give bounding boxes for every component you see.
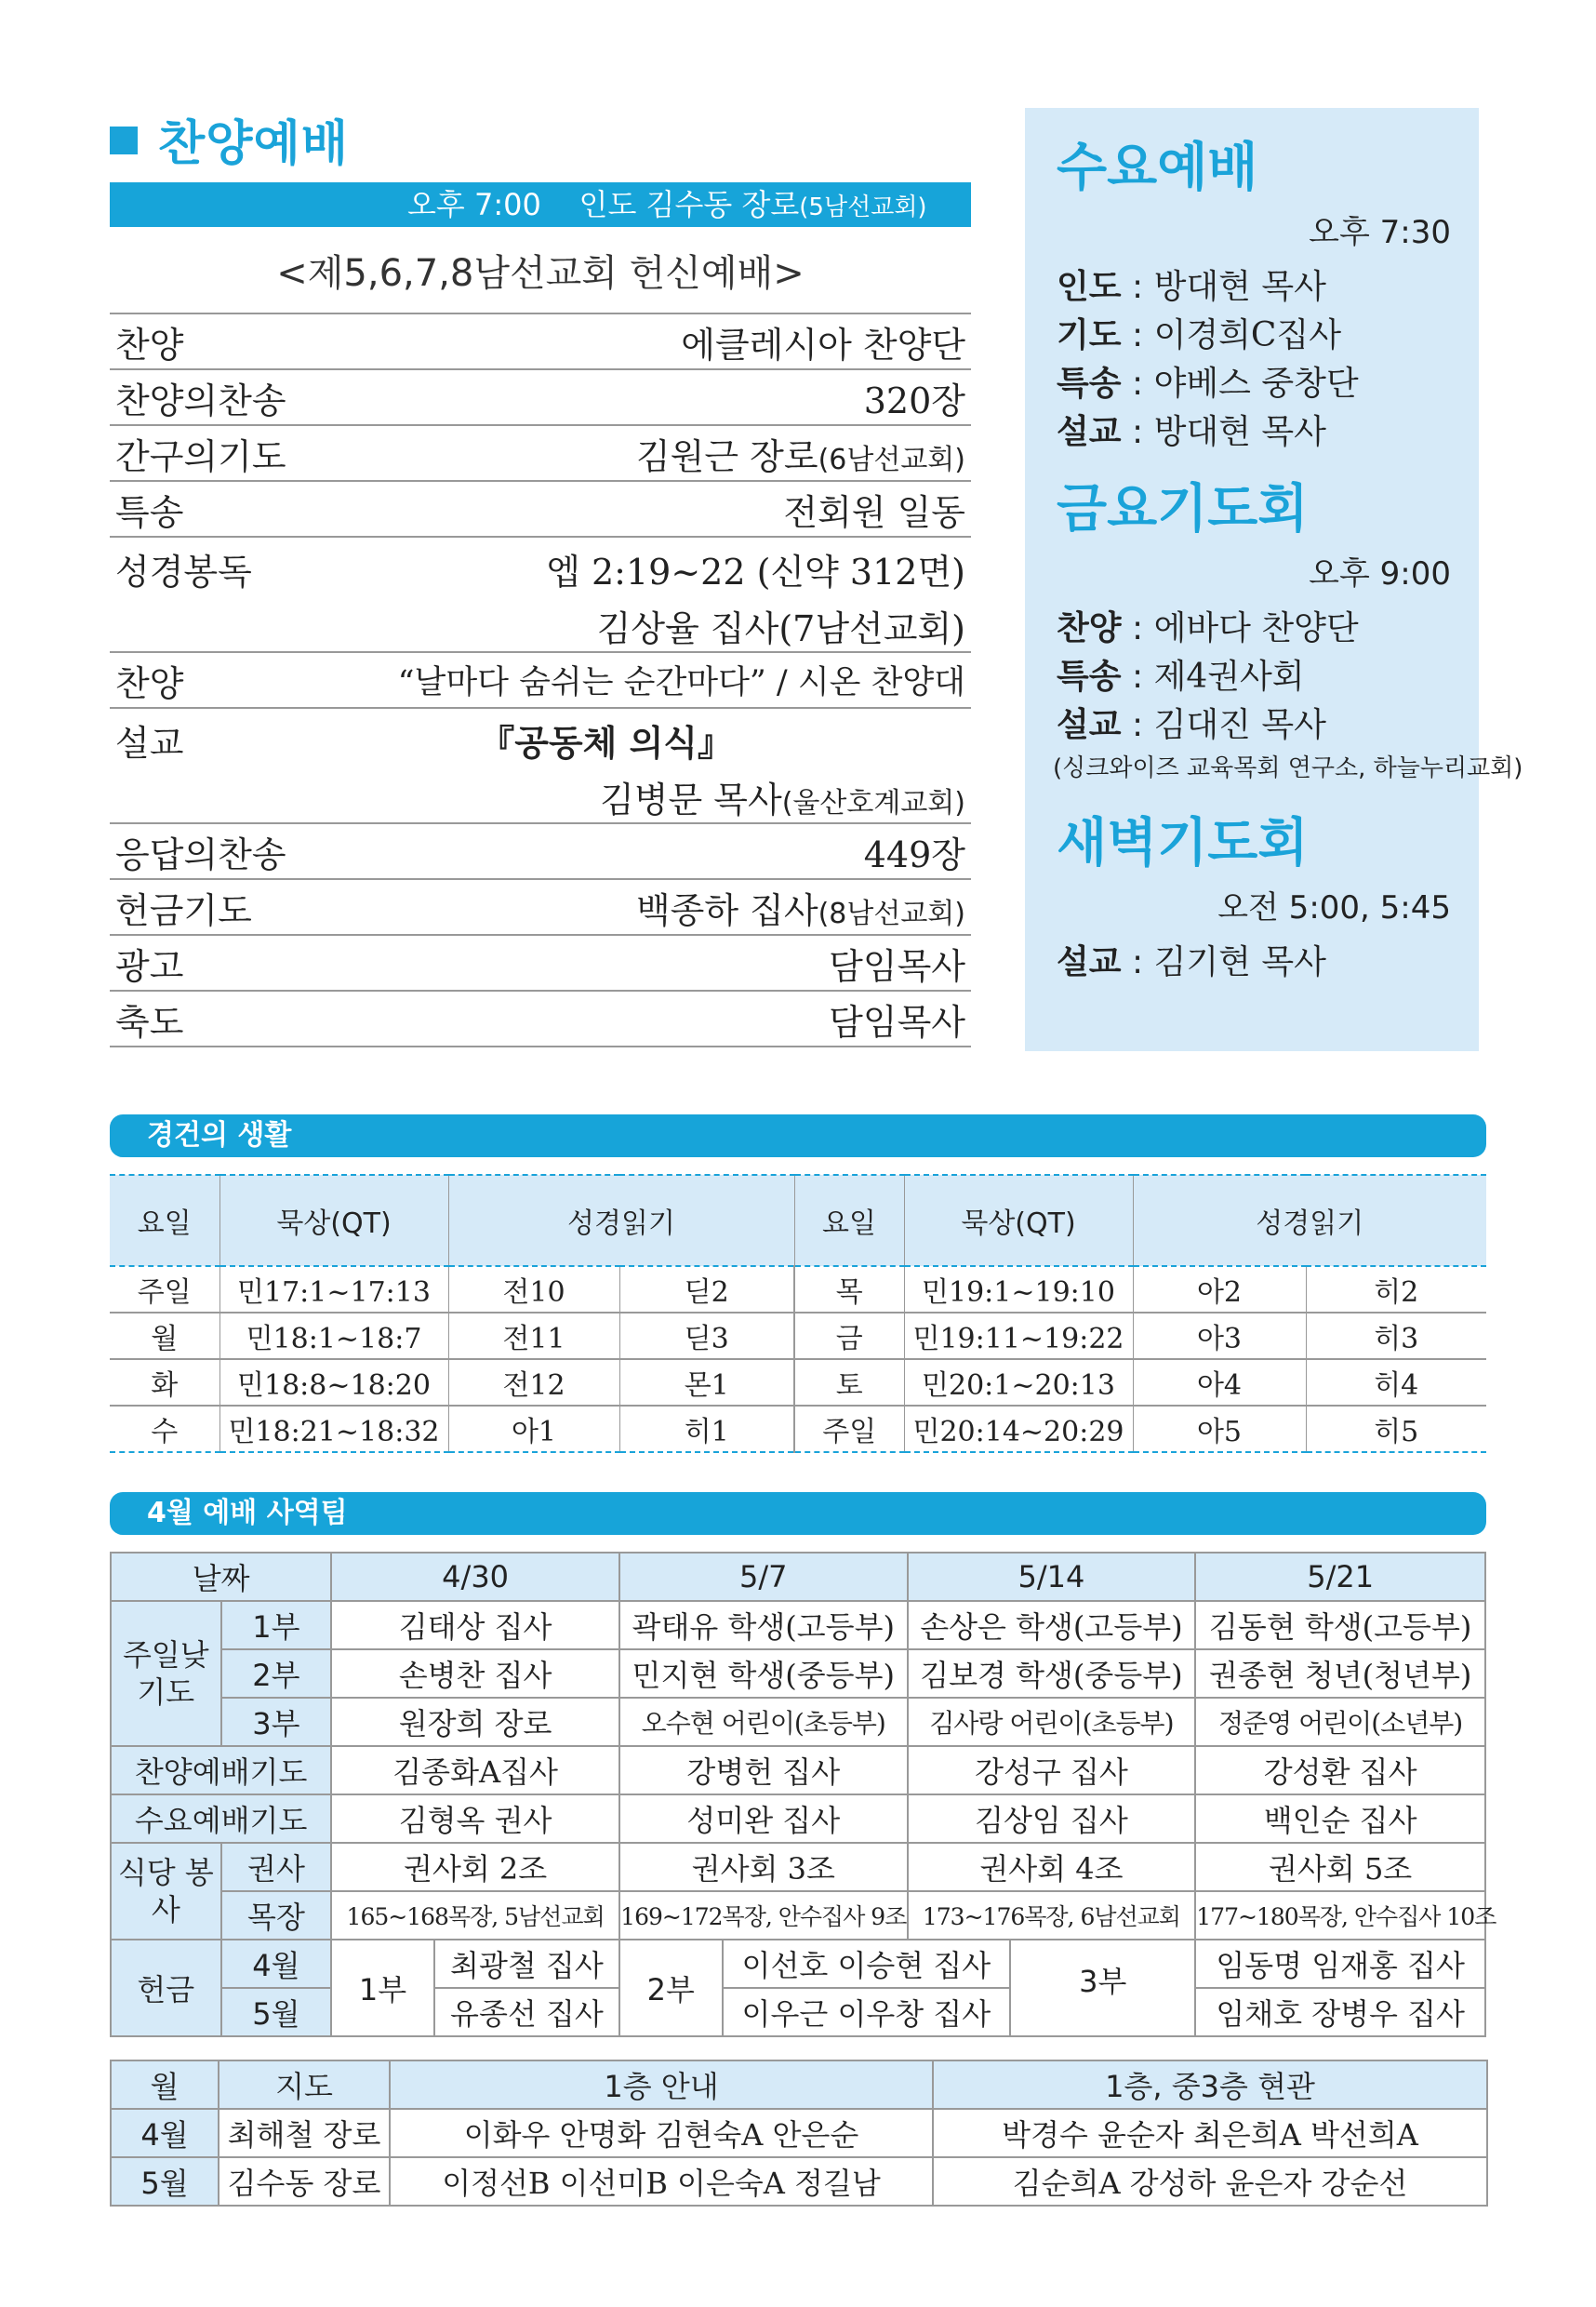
date-cell: 5/14 <box>908 1553 1196 1601</box>
order-row <box>110 370 971 426</box>
date-cell: 5/21 <box>1195 1553 1485 1601</box>
dining-role: 권사 <box>221 1843 332 1891</box>
header-floor1: 1층 안내 <box>390 2060 933 2109</box>
praise-service-heading <box>110 104 349 174</box>
weekday-services-panel <box>1025 108 1523 1051</box>
reading-cell: 전11 <box>448 1313 619 1359</box>
table-row <box>111 1988 1485 2036</box>
table-row <box>111 2109 1487 2157</box>
prayer-name: 김형옥 권사 <box>331 1794 619 1843</box>
table-row <box>111 1940 1485 1988</box>
service-line: 기도 : 이경희C집사 <box>1057 316 1342 354</box>
day-cell: 토 <box>794 1359 904 1406</box>
line-value: 김기현 목사 <box>1153 943 1326 981</box>
prayer-name: 김보경 학생(중등부) <box>908 1649 1196 1698</box>
square-bullet-icon <box>110 127 138 154</box>
devotion-table <box>110 1174 1486 1453</box>
order-value <box>636 428 965 479</box>
order-label: 찬양 <box>115 324 184 366</box>
header-reading: 성경읽기 <box>448 1175 794 1266</box>
order-row <box>110 824 971 880</box>
header-leader: 지도 <box>219 2060 390 2109</box>
service-order-list <box>110 313 971 1047</box>
table-header-row <box>111 2060 1487 2109</box>
offering-name: 유종선 집사 <box>434 1988 619 2036</box>
header-day: 요일 <box>794 1175 904 1266</box>
order-value-name: 김원근 장로 <box>635 435 818 477</box>
order-row <box>110 936 971 992</box>
line-value: 방대현 목사 <box>1153 268 1326 306</box>
offering-name: 이우근 이우창 집사 <box>723 1988 1011 2036</box>
reading-cell: 전12 <box>448 1359 619 1406</box>
prayer-name: 강성구 집사 <box>908 1746 1196 1794</box>
line-key: 특송 <box>1057 658 1122 696</box>
reading-cell: 딛2 <box>619 1266 794 1313</box>
prayer-name: 김동현 학생(고등부) <box>1195 1601 1485 1649</box>
part-label: 1부 <box>221 1601 332 1649</box>
wed-prayer-label: 수요예배기도 <box>111 1794 331 1843</box>
preacher-affiliation-note: (싱크와이즈 교육목회 연구소, 하늘누리교회) <box>1053 754 1523 782</box>
day-cell: 금 <box>794 1313 904 1359</box>
prayer-name: 백인순 집사 <box>1195 1794 1485 1843</box>
praise-service-info-bar <box>110 182 971 227</box>
table-row <box>111 2157 1487 2206</box>
qt-cell: 민18:1~18:7 <box>219 1313 448 1359</box>
order-label: 찬양의찬송 <box>115 380 286 421</box>
header-day: 요일 <box>110 1175 219 1266</box>
date-cell: 4/30 <box>331 1553 619 1601</box>
offering-name: 임동명 임재홍 집사 <box>1195 1940 1485 1988</box>
floor1-cell: 이정선B 이선미B 이은숙A 정길남 <box>390 2157 933 2206</box>
dining-team: 권사회 2조 <box>331 1843 619 1891</box>
prayer-name: 오수현 어린이(초등부) <box>619 1698 908 1746</box>
day-cell: 주일 <box>110 1266 219 1313</box>
order-value <box>479 714 965 822</box>
leader-cell: 최해철 장로 <box>219 2109 390 2157</box>
service-line: 인도 : 방대현 목사 <box>1057 268 1326 306</box>
line-value: 야베스 중창단 <box>1153 365 1359 403</box>
line-key: 설교 <box>1057 943 1122 981</box>
devotion-section-bar: 경건의 생활 <box>110 1114 1486 1157</box>
sermon-title: 『공동체 의식』 <box>479 723 733 764</box>
floor1-cell: 이화우 안명화 김현숙A 안은순 <box>390 2109 933 2157</box>
order-label: 광고 <box>115 945 184 987</box>
dawn-prayer-title: 새벽기도회 <box>1057 813 1309 873</box>
order-value: “날마다 숨쉬는 순간마다” / 시온 찬양대 <box>397 664 965 701</box>
order-label: 특송 <box>115 491 184 533</box>
line-key: 인도 <box>1057 268 1122 306</box>
order-value <box>546 543 965 651</box>
order-value: 담임목사 <box>829 945 965 987</box>
qt-cell: 민19:11~19:22 <box>904 1313 1133 1359</box>
order-label: 간구의기도 <box>115 435 286 477</box>
date-header-row <box>111 1553 1485 1601</box>
prayer-name: 정준영 어린이(소년부) <box>1195 1698 1485 1746</box>
offering-part: 2부 <box>619 1940 723 2036</box>
order-row <box>110 653 971 709</box>
line-value: 김대진 목사 <box>1153 706 1326 744</box>
ministry-team-table <box>110 1552 1496 2037</box>
order-label: 설교 <box>115 723 184 764</box>
praise-leader-note: (5남선교회) <box>799 193 927 221</box>
dedication-title: <제5,6,7,8남선교회 헌신예배> <box>276 252 805 295</box>
header-reading: 성경읽기 <box>1133 1175 1486 1266</box>
dining-role: 목장 <box>221 1891 332 1940</box>
service-line: 설교 : 방대현 목사 <box>1057 413 1326 451</box>
reading-cell: 히1 <box>619 1406 794 1452</box>
friday-prayer-time: 오후 9:00 <box>1309 555 1451 593</box>
order-value: 449장 <box>863 833 965 875</box>
header-qt: 묵상(QT) <box>219 1175 448 1266</box>
table-row <box>111 1891 1485 1940</box>
offering-part: 1부 <box>331 1940 434 2036</box>
day-cell: 수 <box>110 1406 219 1452</box>
service-line: 찬양 : 에바다 찬양단 <box>1057 609 1359 647</box>
line-value: 방대현 목사 <box>1153 413 1326 451</box>
preacher-name: 김병문 목사 <box>600 780 782 820</box>
line-key: 찬양 <box>1057 609 1122 647</box>
entrance-cell: 김순희A 강성하 윤은자 강순선 <box>933 2157 1487 2206</box>
service-line: 설교 : 김기현 목사 <box>1057 943 1326 981</box>
qt-cell: 민18:8~18:20 <box>219 1359 448 1406</box>
preacher <box>600 771 965 822</box>
order-label: 축도 <box>115 1001 184 1043</box>
service-line: 특송 : 제4권사회 <box>1057 658 1305 696</box>
order-label: 응답의찬송 <box>115 833 286 875</box>
line-key: 설교 <box>1057 413 1122 451</box>
order-value: 320장 <box>863 380 965 421</box>
day-cell: 월 <box>110 1313 219 1359</box>
order-row <box>110 992 971 1047</box>
prayer-name: 권종현 청년(청년부) <box>1195 1649 1485 1698</box>
date-label: 날짜 <box>111 1553 331 1601</box>
prayer-name: 김상임 집사 <box>908 1794 1196 1843</box>
dining-team: 권사회 4조 <box>908 1843 1196 1891</box>
qt-cell: 민20:1~20:13 <box>904 1359 1133 1406</box>
reading-cell: 히3 <box>1306 1313 1486 1359</box>
dining-team: 173~176목장, 6남선교회 <box>908 1891 1196 1940</box>
prayer-name: 곽태유 학생(고등부) <box>619 1601 908 1649</box>
praise-time: 오후 7:00 <box>407 187 541 222</box>
order-value-note: (8남선교회) <box>818 897 965 930</box>
order-value-name: 백종하 집사 <box>635 889 818 931</box>
line-value: 제4권사회 <box>1153 658 1305 696</box>
prayer-name: 손병찬 집사 <box>331 1649 619 1698</box>
prayer-name: 원장희 장로 <box>331 1698 619 1746</box>
reading-cell: 몬1 <box>619 1359 794 1406</box>
praise-leader: 인도 김수동 장로 <box>579 187 800 222</box>
ministry-section-bar: 4월 예배 사역팀 <box>110 1492 1486 1535</box>
reading-cell: 딛3 <box>619 1313 794 1359</box>
order-row <box>110 482 971 538</box>
table-header-row <box>110 1175 1486 1266</box>
prayer-name: 손상은 학생(고등부) <box>908 1601 1196 1649</box>
prayer-name: 민지현 학생(중등부) <box>619 1649 908 1698</box>
offering-name: 최광철 집사 <box>434 1940 619 1988</box>
wednesday-service-title: 수요예배 <box>1057 138 1258 198</box>
offering-month: 5월 <box>221 1988 332 2036</box>
table-row <box>111 1843 1485 1891</box>
wednesday-service-time: 오후 7:30 <box>1309 214 1451 251</box>
table-row <box>111 1698 1485 1746</box>
order-value: 에클레시아 찬양단 <box>681 324 965 366</box>
order-row <box>110 314 971 370</box>
line-value: 이경희C집사 <box>1153 316 1342 354</box>
table-row <box>111 1649 1485 1698</box>
table-row <box>110 1313 1486 1359</box>
table-row <box>111 1601 1485 1649</box>
reading-cell: 전10 <box>448 1266 619 1313</box>
praise-prayer-label: 찬양예배기도 <box>111 1746 331 1794</box>
order-label: 성경봉독 <box>115 552 252 593</box>
table-row <box>111 1794 1485 1843</box>
day-cell: 화 <box>110 1359 219 1406</box>
entrance-cell: 박경수 윤순자 최은희A 박선희A <box>933 2109 1487 2157</box>
prayer-name: 강성환 집사 <box>1195 1746 1485 1794</box>
dining-label: 식당 봉사 <box>111 1843 221 1940</box>
reading-cell: 아1 <box>448 1406 619 1452</box>
line-key: 특송 <box>1057 365 1122 403</box>
order-label: 찬양 <box>115 662 184 704</box>
friday-prayer-title: 금요기도회 <box>1057 479 1309 540</box>
qt-cell: 민20:14~20:29 <box>904 1406 1133 1452</box>
offering-part-label: 3부 <box>1079 1964 1127 1999</box>
line-value: 에바다 찬양단 <box>1153 609 1359 647</box>
leader-cell: 김수동 장로 <box>219 2157 390 2206</box>
order-row <box>110 709 971 824</box>
usher-guide-table <box>110 2060 1488 2207</box>
reading-cell: 히2 <box>1306 1266 1486 1313</box>
prayer-name: 김종화A집사 <box>331 1746 619 1794</box>
day-cell: 주일 <box>794 1406 904 1452</box>
scripture-reference: 엡 2:19~22 (신약 312면) <box>546 552 965 593</box>
reading-cell: 아4 <box>1133 1359 1306 1406</box>
prayer-name: 김태상 집사 <box>331 1601 619 1649</box>
preacher-church: (울산호계교회) <box>781 787 965 820</box>
order-row <box>110 880 971 936</box>
offering-label: 헌금 <box>111 1940 221 2036</box>
part-label: 2부 <box>221 1649 332 1698</box>
prayer-name: 강병헌 집사 <box>619 1746 908 1794</box>
order-label: 헌금기도 <box>115 889 252 931</box>
table-row <box>110 1406 1486 1452</box>
prayer-name: 김사랑 어린이(초등부) <box>908 1698 1196 1746</box>
qt-cell: 민18:21~18:32 <box>219 1406 448 1452</box>
offering-name: 임채호 장병우 집사 <box>1195 1988 1485 2036</box>
offering-month: 4월 <box>221 1940 332 1988</box>
qt-cell: 민19:1~19:10 <box>904 1266 1133 1313</box>
month-cell: 5월 <box>111 2157 219 2206</box>
dining-team: 169~172목장, 안수집사 9조 <box>619 1891 908 1940</box>
month-cell: 4월 <box>111 2109 219 2157</box>
header-month: 월 <box>111 2060 219 2109</box>
reading-cell: 아5 <box>1133 1406 1306 1452</box>
praise-service-title: 찬양예배 <box>158 116 349 172</box>
date-cell: 5/7 <box>619 1553 908 1601</box>
service-line: 설교 : 김대진 목사 <box>1057 706 1326 744</box>
table-row <box>111 1746 1485 1794</box>
reading-cell: 히5 <box>1306 1406 1486 1452</box>
line-key: 기도 <box>1057 316 1122 354</box>
line-key: 설교 <box>1057 706 1122 744</box>
table-row <box>110 1359 1486 1406</box>
sunday-prayer-label: 주일낮 기도 <box>111 1601 221 1746</box>
order-value: 전회원 일동 <box>783 491 965 533</box>
dining-team: 권사회 5조 <box>1195 1843 1485 1891</box>
order-value: 담임목사 <box>829 1001 965 1043</box>
service-line: 특송 : 야베스 중창단 <box>1057 365 1359 403</box>
reading-cell: 아2 <box>1133 1266 1306 1313</box>
qt-cell: 민17:1~17:13 <box>219 1266 448 1313</box>
dawn-prayer-time: 오전 5:00, 5:45 <box>1217 889 1451 927</box>
header-entrance: 1층, 중3층 현관 <box>933 2060 1487 2109</box>
prayer-name: 성미완 집사 <box>619 1794 908 1843</box>
dining-team: 177~180목장, 안수집사 10조 <box>1195 1891 1485 1940</box>
offering-part <box>1010 1964 1195 2036</box>
dining-team: 165~168목장, 5남선교회 <box>331 1891 619 1940</box>
offering-name: 이선호 이승현 집사 <box>723 1940 1011 1988</box>
dining-team: 권사회 3조 <box>619 1843 908 1891</box>
order-value <box>636 882 965 933</box>
table-row <box>110 1266 1486 1313</box>
day-cell: 목 <box>794 1266 904 1313</box>
order-row <box>110 426 971 482</box>
part-label: 3부 <box>221 1698 332 1746</box>
scripture-reader: 김상율 집사(7남선교회) <box>596 608 965 649</box>
order-row <box>110 538 971 653</box>
order-value-note: (6남선교회) <box>818 443 965 476</box>
reading-cell: 아3 <box>1133 1313 1306 1359</box>
header-qt: 묵상(QT) <box>904 1175 1133 1266</box>
reading-cell: 히4 <box>1306 1359 1486 1406</box>
